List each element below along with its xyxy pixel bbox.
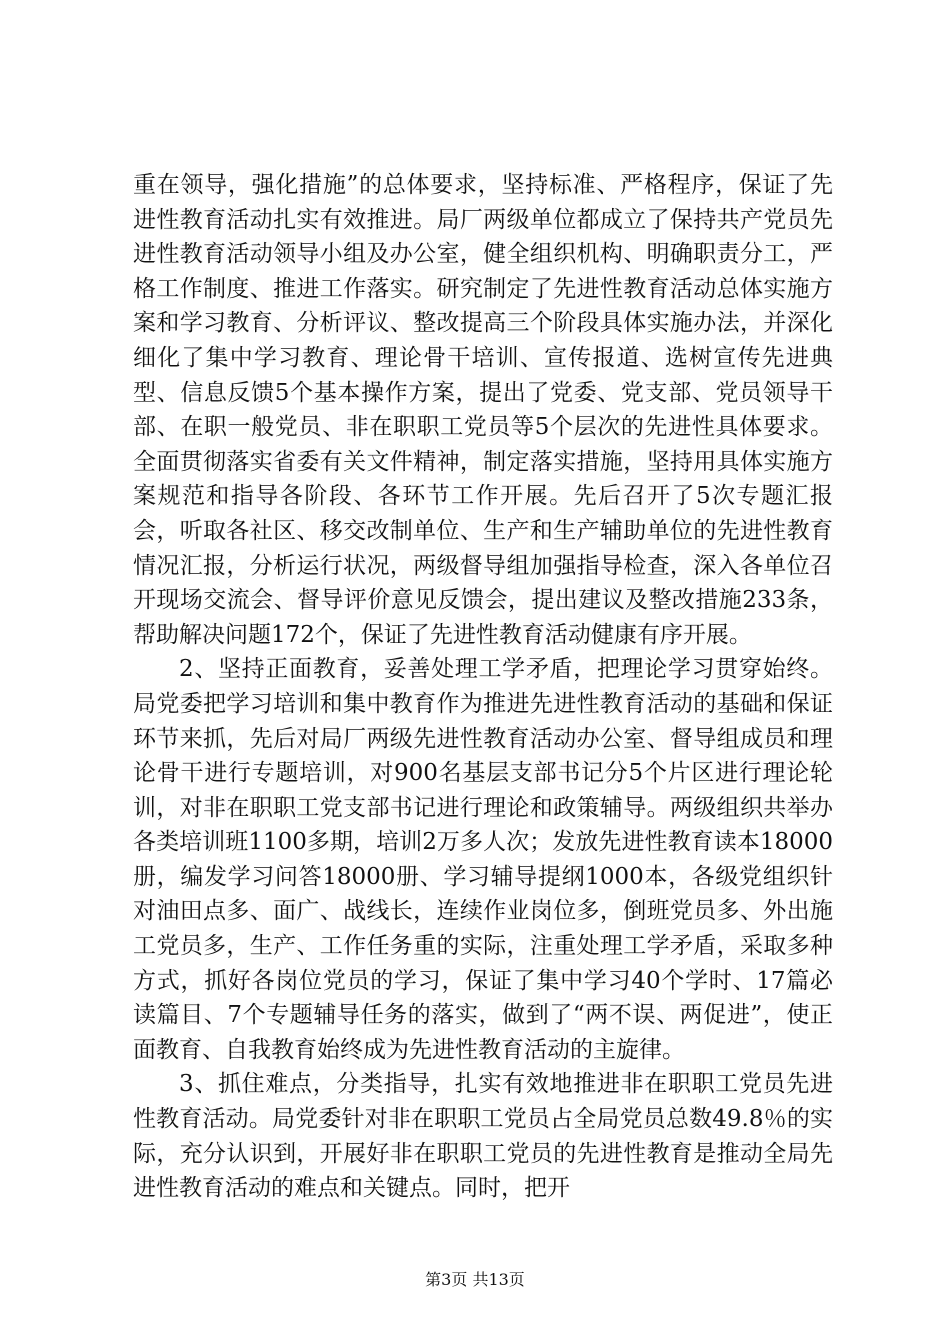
paragraph-1: 重在领导，强化措施”的总体要求，坚持标准、严格程序，保证了先进性教育活动扎实有效推进。局厂两级单位都成立了保持共产党员先进性教育活动领导小组及办公室，健全组织机构、明确职责分工，严格工作制度、推进工作落实。研究制定了先进性教育活动总体实施方案和学习教育、分析评议、整改提高三个阶段具体实施办法，并深化细化了集中学习教育、理论骨干培训、宣传报道、选树宣传先进典型、信息反馈5个基本操作方案，提出了党委、党支部、党员领导干部、在职一般党员、非在职职工党员等5个层次的先进性具体要求。全面贯彻落实省委有关文件精神，制定落实措施，坚持用具体实施方案规范和指导各阶段、各环节工作开展。先后召开了5次专题汇报会，听取各社区、移交改制单位、生产和生产辅助单位的先进性教育情况汇报，分析运行状况，两级督导组加强指导检查，深入各单位召开现场交流会、督导评价意见反馈会，提出建议及整改措施233条，帮助解决问题172个，保证了先进性教育活动健康有序开展。 [133, 172, 833, 648]
paragraph-2: 2、坚持正面教育，妥善处理工学矛盾，把理论学习贯穿始终。局党委把学习培训和集中教育作为推进先进性教育活动的基础和保证环节来抓，先后对局厂两级先进性教育活动办公室、督导组成员和理论骨干进行专题培训，对900名基层支部书记分5个片区进行理论轮训，对非在职职工党支部书记进行理论和政策辅导。两级组织共举办各类培训班1100多期，培训2万多人次；发放先进性教育读本18000册，编发学习问答18000册、学习辅导提纲1000本，各级党组织针对油田点多、面广、战线长，连续作业岗位多，倒班党员多、外出施工党员多，生产、工作任务重的实际，注重处理工学矛盾，采取多种方式，抓好各岗位党员的学习，保证了集中学习40个学时、17篇必读篇目、7个专题辅导任务的落实，做到了“两不误、两促进”，使正面教育、自我教育始终成为先进性教育活动的主旋律。 [133, 656, 833, 1063]
page-number-label: 第3页 共13页 [425, 1270, 525, 1289]
paragraph-3: 3、抓住难点，分类指导，扎实有效地推进非在职职工党员先进性教育活动。局党委针对非在职职工党员占全局党员总数49.8％的实际，充分认识到，开展好非在职职工党员的先进性教育是推动全局先进性教育活动的难点和关键点。同时，把开 [133, 1071, 833, 1202]
document-body [133, 168, 833, 1206]
page-footer [0, 1270, 950, 1290]
